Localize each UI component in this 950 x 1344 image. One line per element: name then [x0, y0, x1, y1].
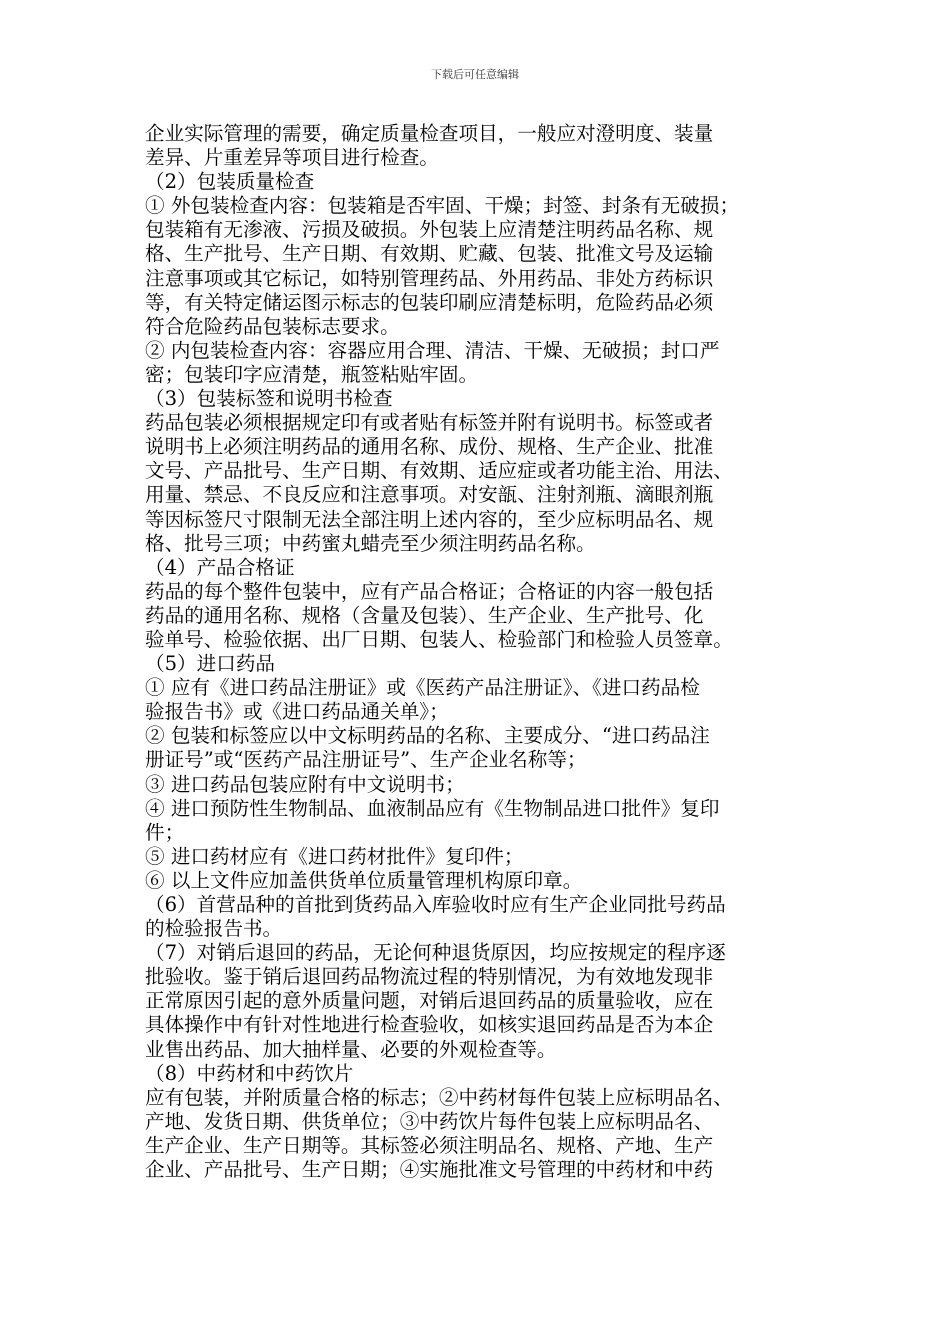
text-line: ① 应有《进口药品注册证》或《医药产品注册证》、《进口药品检 — [145, 676, 700, 700]
text-line: （7）对销后退回的药品，无论何种退货原因，均应按规定的程序逐 — [145, 941, 726, 965]
text-line: 批验收。鉴于销后退回药品物流过程的特别情况，为有效地发现非 — [145, 965, 714, 989]
text-line: 符合危险药品包装标志要求。 — [145, 314, 400, 338]
text-line: 正常原因引起的意外质量问题，对销后退回药品的质量验收，应在 — [145, 989, 714, 1013]
text-line: 文号、产品批号、生产日期、有效期、适应症或者功能主治、用法、 — [145, 459, 733, 483]
text-line: 业售出药品、加大抽样量、必要的外观检查等。 — [145, 1037, 557, 1061]
text-line: 包装箱有无渗液、污损及破损。外包装上应清楚注明药品名称、规 — [145, 218, 714, 242]
text-line: （5）进口药品 — [145, 652, 276, 676]
text-line: ② 内包装检查内容：容器应用合理、清洁、干燥、无破损；封口严 — [145, 338, 720, 362]
text-line: 验单号、检验依据、出厂日期、包装人、检验部门和检验人员签章。 — [145, 627, 733, 651]
text-line: ⑤ 进口药材应有《进口药材批件》复印件； — [145, 844, 524, 868]
text-line: 格、批号三项；中药蜜丸蜡壳至少须注明药品名称。 — [145, 531, 596, 555]
text-line: 密；包装印字应清楚，瓶签粘贴牢固。 — [145, 362, 479, 386]
text-line: 企业、产品批号、生产日期；④实施批准文号管理的中药材和中药 — [145, 1158, 714, 1182]
text-line: 用量、禁忌、不良反应和注意事项。对安瓿、注射剂瓶、滴眼剂瓶 — [145, 483, 714, 507]
text-line: （4）产品合格证 — [145, 555, 295, 579]
text-line: 说明书上必须注明药品的通用名称、成份、规格、生产企业、批准 — [145, 435, 714, 459]
text-line: 的检验报告书。 — [145, 917, 283, 941]
text-line: 药品的通用名称、规格（含量及包装）、生产企业、生产批号、化 — [145, 603, 704, 627]
text-line: 药品的每个整件包装中，应有产品合格证；合格证的内容一般包括 — [145, 579, 714, 603]
text-line: 等因标签尺寸限制无法全部注明上述内容的，至少应标明品名、规 — [145, 507, 714, 531]
text-line: 企业实际管理的需要，确定质量检查项目，一般应对澄明度、装量 — [145, 122, 714, 145]
text-line: 药品包装必须根据规定印有或者贴有标签并附有说明书。标签或者 — [145, 411, 714, 435]
text-line: 格、生产批号、生产日期、有效期、贮藏、包装、批准文号及运输 — [145, 242, 714, 266]
text-line: ③ 进口药品包装应附有中文说明书； — [145, 772, 465, 796]
text-line: 产地、发货日期、供货单位；③中药饮片每件包装上应标明品名、 — [145, 1109, 714, 1133]
text-line: 注意事项或其它标记，如特别管理药品、外用药品、非处方药标识 — [145, 266, 714, 290]
text-line: 具体操作中有针对性地进行检查验收，如核实退回药品是否为本企 — [145, 1013, 714, 1037]
text-line: ② 包装和标签应以中文标明药品的名称、主要成分、“进口药品注 — [145, 724, 710, 748]
text-line: 验报告书》或《进口药品通关单》； — [145, 700, 449, 724]
text-line: 等，有关特定储运图示标志的包装印刷应清楚标明，危险药品必须 — [145, 290, 714, 314]
text-line: （6）首营品种的首批到货药品入库验收时应有生产企业同批号药品 — [145, 893, 726, 916]
text-line: ① 外包装检查内容：包装箱是否牢固、干燥；封签、封条有无破损； — [145, 194, 740, 218]
text-line: 生产企业、生产日期等。其标签必须注明品名、规格、产地、生产 — [145, 1133, 714, 1157]
text-line: 差异、片重差异等项目进行检查。 — [145, 146, 439, 170]
text-line: （3）包装标签和说明书检查 — [145, 387, 393, 411]
text-line: （2）包装质量检查 — [145, 170, 315, 194]
text-line: 册证号”或“医药产品注册证号”、生产企业名称等； — [145, 748, 587, 772]
page-header: 下载后可任意编辑 — [431, 68, 519, 81]
document-body — [145, 122, 825, 1182]
text-line: （8）中药材和中药饮片 — [145, 1061, 354, 1085]
text-line: ⑥ 以上文件应加盖供货单位质量管理机构原印章。 — [145, 868, 583, 892]
text-line: ④ 进口预防性生物制品、血液制品应有《生物制品进口批件》复印 — [145, 796, 720, 820]
text-line: 应有包装，并附质量合格的标志；②中药材每件包装上应标明品名、 — [145, 1085, 733, 1109]
text-line: 件； — [145, 820, 185, 844]
